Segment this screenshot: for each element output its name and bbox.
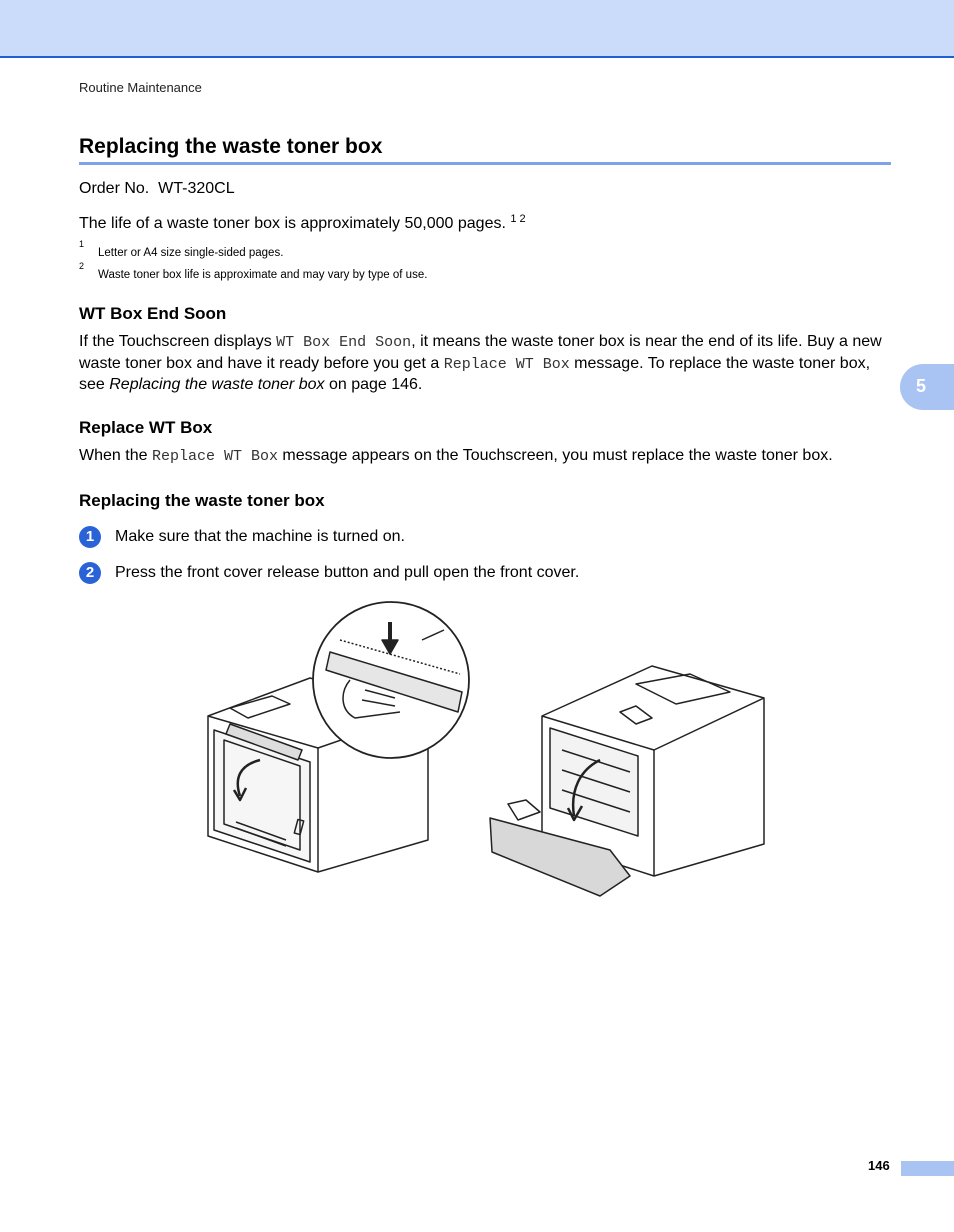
running-head: Routine Maintenance — [79, 80, 202, 95]
end-soon-text-3: message. To replace the waste toner box, see — [79, 354, 871, 393]
end-soon-message: WT Box End Soon — [276, 334, 412, 351]
printer-illustration — [190, 600, 780, 900]
replace-wt-box-message: Replace WT Box — [151, 448, 278, 465]
header-band — [0, 0, 954, 58]
printer-open-drawing — [490, 666, 764, 896]
step-2-text: Press the front cover release button and pull open the front cover. — [115, 564, 580, 581]
page-number: 146 — [868, 1158, 890, 1173]
step-2-badge: 2 — [79, 562, 101, 584]
footnote-2 — [79, 261, 428, 281]
order-number — [79, 179, 235, 200]
replace-text-1: When the — [79, 447, 152, 464]
chapter-tab — [900, 364, 954, 410]
end-soon-text-4: on page 146. — [324, 376, 423, 393]
cross-reference-link[interactable]: Replacing the waste toner box — [109, 376, 325, 393]
life-sentence: The life of a waste toner box is approximately 50,000 pages. — [79, 215, 506, 232]
replace-text-2: message appears on the Touchscreen, you must replace the waste toner box. — [277, 447, 833, 464]
life-text — [79, 209, 526, 235]
order-label: Order No. — [79, 180, 150, 197]
end-soon-text-1: If the Touchscreen displays — [79, 333, 277, 350]
footnote-refs: 1 2 — [510, 213, 526, 225]
footer-bar — [901, 1161, 954, 1176]
footnote-2-num: 2 — [79, 261, 85, 271]
end-soon-text-2: , it means the waste toner box is near the end of its life. Buy a new waste toner box and have it ready before you get a — [79, 333, 882, 372]
step-1-text: Make sure that the machine is turned on. — [115, 528, 405, 545]
replace-paragraph — [79, 446, 909, 468]
footnote-1 — [79, 239, 284, 259]
section-title: Replacing the waste toner box — [79, 135, 891, 165]
chapter-number: 5 — [916, 376, 927, 396]
step-1-badge: 1 — [79, 526, 101, 548]
heading-wt-box-end-soon: WT Box End Soon — [79, 304, 227, 323]
order-value: WT-320CL — [158, 180, 235, 197]
footnote-2-text: Waste toner box life is approximate and may vary by type of use. — [98, 268, 428, 281]
heading-procedure: Replacing the waste toner box — [79, 491, 325, 510]
end-soon-paragraph — [79, 332, 891, 396]
footnote-1-text: Letter or A4 size single-sided pages. — [98, 246, 284, 259]
heading-replace-wt-box: Replace WT Box — [79, 418, 213, 437]
release-button-zoom-drawing — [313, 602, 469, 758]
footnote-1-num: 1 — [79, 239, 85, 249]
replace-message: Replace WT Box — [443, 355, 570, 373]
